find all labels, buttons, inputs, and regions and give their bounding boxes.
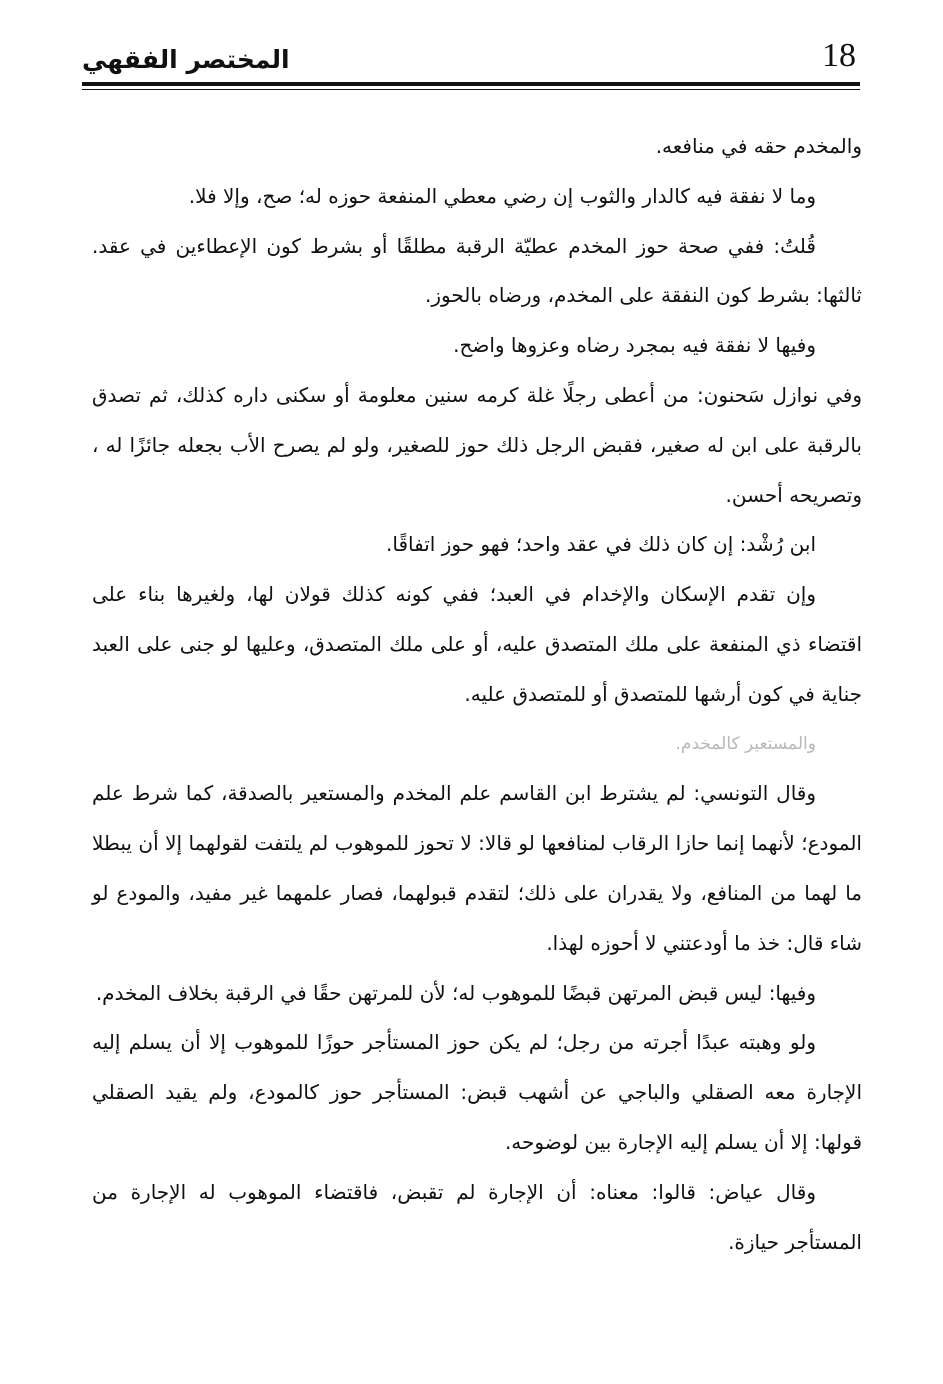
paragraph: وما لا نفقة فيه كالدار والثوب إن رضي معطي المنفعة حوزه له؛ صح، وإلا فلا. (188, 183, 816, 208)
paragraph: والمخدم حقه في منافعه. (655, 134, 862, 158)
paragraph: ابن رُشْد: إن كان ذلك في عقد واحد؛ فهو حوز اتفاقًا. (386, 532, 816, 557)
body-text (92, 122, 862, 1267)
paragraph: وقال التونسي: لم يشترط ابن القاسم علم المخدم والمستعير بالصدقة، كما شرط علم المودع؛ لأنهما إنما حازا الرقاب لمنافعها لو قالا: لا تحوز للموهوب لم يلتفت لقولهما إلا أن يبطلا ما لهما من المنافع، ولا يقدران على ذلك؛ لتقدم قبولهما، فصار علمهما غير مفيد، والمودع لو شاء قال: خذ ما أودعتني لا أحوزه لهذا. (92, 781, 862, 955)
paragraph: قُلتُ: ففي صحة حوز المخدم عطيّة الرقبة مطلقًا أو بشرط كون الإعطاءين في عقد. ثالثها: بشرط كون النفقة على المخدم، ورضاه بالحوز. (92, 233, 862, 308)
page-header (82, 28, 860, 90)
paragraph: ولو وهبته عبدًا أجرته من رجل؛ لم يكن حوز المستأجر حوزًا للموهوب إلا أن يسلم إليه الإجارة معه الصقلي والباجي عن أشهب قبض: المستأجر حوز كالمودع، ولم يقيد الصقلي قولها: إلا أن يسلم إليه الإجارة بين لوضوحه. (92, 1030, 862, 1154)
paragraph: وقال عياض: قالوا: معناه: أن الإجارة لم تقبض، فاقتضاء الموهوب له الإجارة من المستأجر حيازة. (92, 1179, 862, 1254)
paragraph: وفيها: ليس قبض المرتهن قبضًا للموهوب له؛ لأن للمرتهن حقًا في الرقبة بخلاف المخدم. (95, 980, 816, 1005)
header-rule-thin (82, 89, 860, 90)
paragraph: وفي نوازل سَحنون: من أعطى رجلًا غلة كرمه سنين معلومة أو سكنى داره كذلك، ثم تصدق بالرقبة على ابن له صغير، فقبض الرجل ذلك حوز للصغير، ولو لم يصرح الأب بجعله جائزًا له ، وتصريحه أحسن. (92, 382, 862, 507)
paragraph: وفيها لا نفقة فيه بمجرد رضاه وعزوها واضح. (453, 333, 816, 358)
header-rule (82, 82, 860, 86)
paragraph: وإن تقدم الإسكان والإخدام في العبد؛ ففي كونه كذلك قولان لها، ولغيرها بناء على اقتضاء ذي المنفعة على ملك المتصدق عليه، أو على ملك المتصدق، وعليها لو جنى على العبد جناية في كون أرشها للمتصدق أو للمتصدق عليه. (92, 582, 862, 706)
paragraph: والمستعير كالمخدم. (675, 733, 816, 754)
page-number: 18 (822, 37, 856, 74)
running-title: المختصر الفقهي (82, 45, 290, 74)
